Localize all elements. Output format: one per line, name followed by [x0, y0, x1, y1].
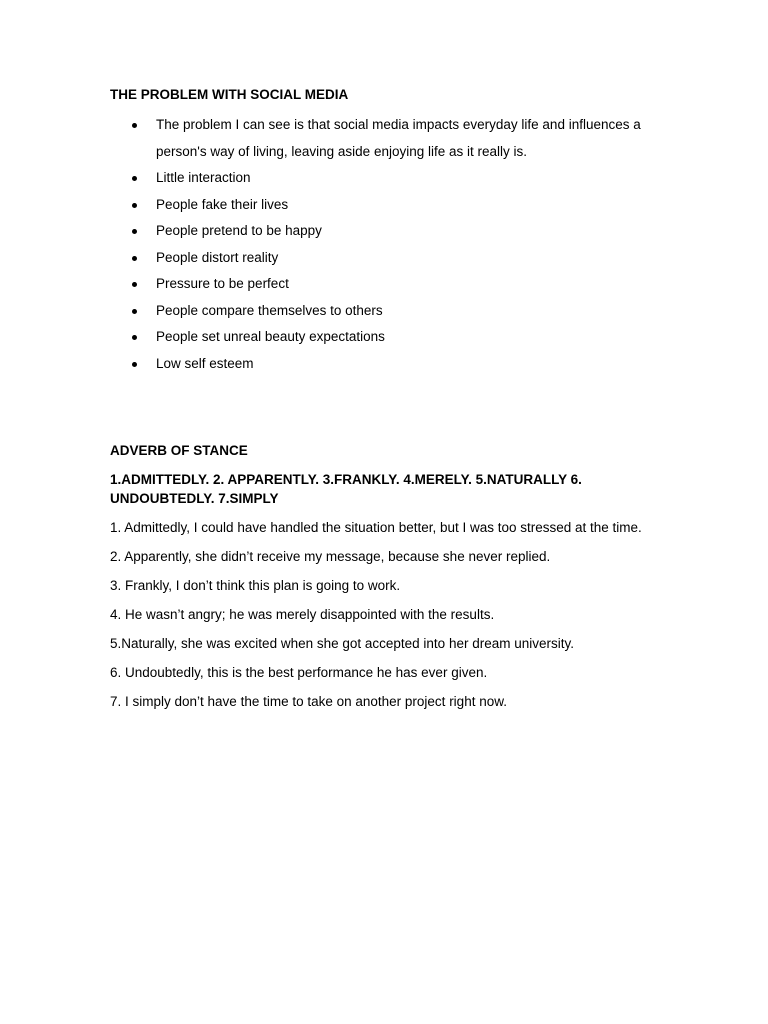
bullet-item: [110, 351, 658, 378]
bullet-icon: [132, 335, 137, 340]
bullet-item: [110, 165, 658, 192]
example-sentence: 2. Apparently, she didn’t receive my message, because she never replied.: [110, 549, 551, 564]
adverb-list-heading: 1.ADMITTEDLY. 2. APPARENTLY. 3.FRANKLY. 4.MERELY. 5.NATURALLY 6. UNDOUBTEDLY. 7.SIMPLY: [110, 472, 582, 506]
bullet-text: People set unreal beauty expectations: [156, 329, 385, 344]
bullet-item: [110, 192, 658, 219]
problem-bullet-list: [110, 112, 658, 377]
bullet-item: [110, 324, 658, 351]
example-sentence: 3. Frankly, I don’t think this plan is going to work.: [110, 578, 401, 593]
bullet-item: [110, 218, 658, 245]
bullet-text: People pretend to be happy: [156, 223, 322, 238]
bullet-icon: [132, 123, 137, 128]
bullet-text: Pressure to be perfect: [156, 276, 289, 291]
section-heading: ADVERB OF STANCE: [110, 443, 248, 458]
section-heading: THE PROBLEM WITH SOCIAL MEDIA: [110, 87, 349, 102]
example-sentence: 6. Undoubtedly, this is the best performance he has ever given.: [110, 665, 488, 680]
bullet-item: [110, 271, 658, 298]
bullet-icon: [132, 229, 137, 234]
example-sentence: 4. He wasn’t angry; he was merely disappointed with the results.: [110, 607, 495, 622]
bullet-icon: [132, 309, 137, 314]
example-sentence-list: [110, 518, 658, 711]
bullet-text: The problem I can see is that social media impacts everyday life and influences a person's way of living, leaving aside enjoying life as it really is.: [156, 117, 641, 159]
bullet-icon: [132, 282, 137, 287]
example-sentence: 1. Admittedly, I could have handled the situation better, but I was too stressed at the time.: [110, 520, 642, 535]
bullet-icon: [132, 362, 137, 367]
bullet-text: People compare themselves to others: [156, 302, 383, 318]
bullet-icon: [132, 203, 137, 208]
bullet-item: [110, 245, 658, 272]
adverb-section: [110, 442, 658, 721]
bullet-text: Little interaction: [156, 170, 251, 185]
example-sentence: 5.Naturally, she was excited when she got accepted into her dream university.: [110, 636, 574, 651]
social-media-section: [110, 86, 658, 377]
bullet-text: People distort reality: [156, 249, 279, 265]
example-sentence: 7. I simply don’t have the time to take on another project right now.: [110, 694, 507, 709]
bullet-icon: [132, 256, 137, 261]
bullet-item: [110, 112, 658, 165]
bullet-icon: [132, 176, 137, 181]
bullet-item: [110, 298, 658, 325]
bullet-text: Low self esteem: [156, 355, 254, 371]
bullet-text: People fake their lives: [156, 196, 289, 212]
